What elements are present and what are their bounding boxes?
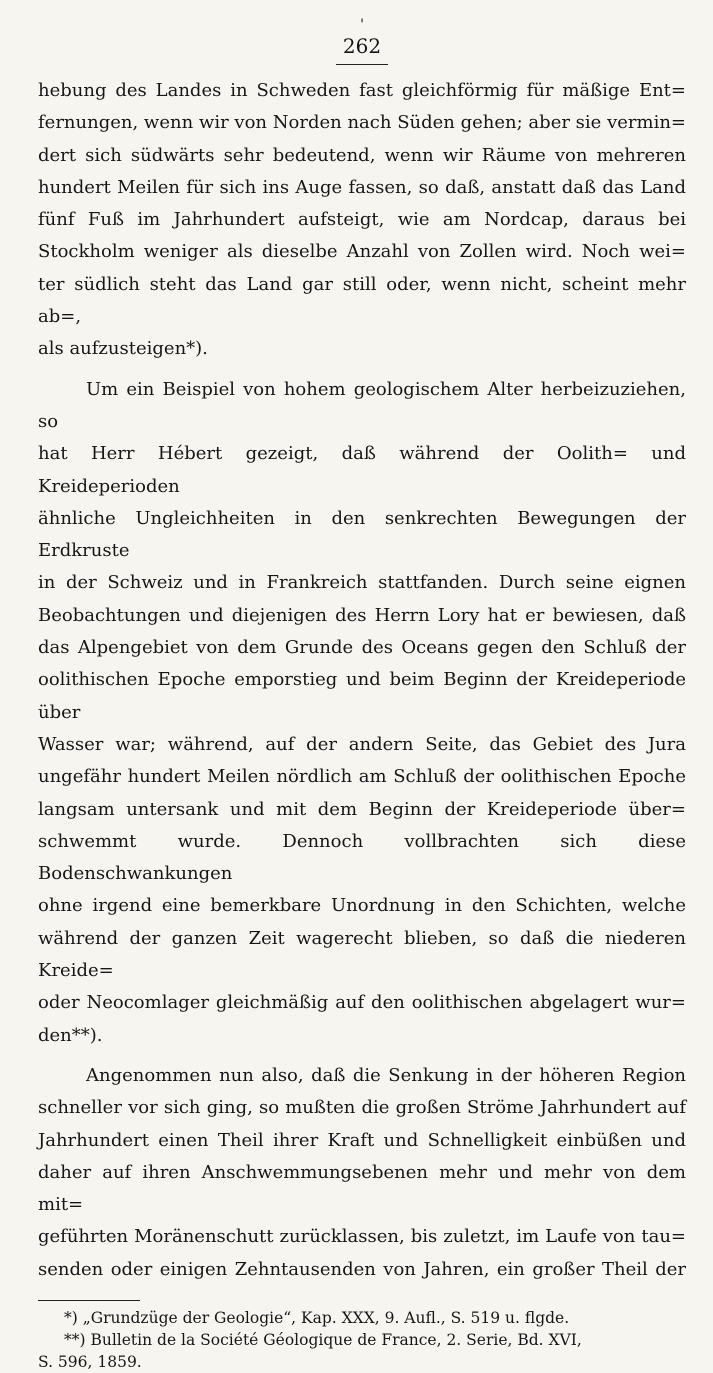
text-line: ter südlich steht das Land gar still oder, wenn nicht, scheint mehr ab=, — [38, 273, 686, 328]
text-line: hat Herr Hébert gezeigt, daß während der Oolith= und Kreideperioden — [38, 443, 686, 497]
text-line: fernungen, wenn wir von Norden nach Süden gehen; aber sie vermin= — [38, 112, 686, 134]
page-number-rule — [336, 64, 388, 65]
text-line: oolithischen Epoche emporstieg und beim Beginn der Kreideperiode über — [38, 669, 686, 723]
text-line: in der Schweiz und in Frankreich stattfanden. Durch seine eignen — [38, 572, 686, 594]
footnote-2-continuation: S. 596, 1859. — [38, 1352, 142, 1371]
text-line-last: den**). — [38, 1024, 103, 1046]
text-line: Beobachtungen und diejenigen des Herrn Lory hat er bewiesen, daß — [38, 604, 686, 626]
text-line: hundert Meilen für sich ins Auge fassen, so daß, anstatt daß das Land — [38, 176, 686, 198]
paragraph-senkung — [38, 1060, 686, 1286]
text-line-first: Angenommen nun also, daß die Senkung in der höheren Region — [86, 1064, 686, 1086]
text-line: fünf Fuß im Jahrhundert aufsteigt, wie am Nordcap, daraus bei — [38, 209, 686, 231]
footnotes — [38, 1307, 686, 1373]
text-line-first: Um ein Beispiel von hohem geologischem Alter herbeizuziehen, so — [38, 378, 686, 432]
paragraph-continuation — [38, 75, 686, 366]
text-line: dert sich südwärts sehr bedeutend, wenn wir Räume von mehreren — [38, 144, 686, 166]
book-page — [38, 17, 686, 1373]
footnote-rule — [38, 1300, 140, 1301]
footnote-1: *) „Grundzüge der Geologie“, Kap. XXX, 9. Aufl., S. 519 u. flgde. — [64, 1308, 570, 1327]
footnote-2: **) Bulletin de la Société Géologique de France, 2. Serie, Bd. XVI, — [64, 1330, 582, 1349]
text-line: Jahrhundert einen Theil ihrer Kraft und Schnelligkeit einbüßen und — [38, 1129, 686, 1151]
printer-mark: ' — [360, 17, 364, 33]
text-line: langsam untersank und mit dem Beginn der Kreideperiode über= — [38, 798, 686, 820]
text-line: Stockholm weniger als dieselbe Anzahl von Zollen wird. Noch wei= — [38, 241, 686, 263]
text-line: schneller vor sich ging, so mußten die großen Ströme Jahrhundert auf — [38, 1097, 686, 1119]
paragraph-hebert — [38, 374, 686, 1052]
text-line: ähnliche Ungleichheiten in den senkrechten Bewegungen der Erdkruste — [38, 507, 686, 562]
text-line: das Alpengebiet von dem Grunde des Oceans gegen den Schluß der — [38, 637, 686, 659]
text-line: daher auf ihren Anschwemmungsebenen mehr und mehr von dem mit= — [38, 1161, 686, 1216]
text-line: schwemmt wurde. Dennoch vollbrachten sich diese Bodenschwankungen — [38, 830, 686, 885]
text-line: Wasser war; während, auf der andern Seite, das Gebiet des Jura — [38, 733, 686, 755]
text-line: ungefähr hundert Meilen nördlich am Schluß der oolithischen Epoche — [38, 766, 686, 788]
text-line-last: als aufzusteigen*). — [38, 338, 208, 360]
page-number: 262 — [342, 34, 382, 58]
text-line: hebung des Landes in Schweden fast gleichförmig für mäßige Ent= — [38, 80, 686, 101]
text-line: oder Neocomlager gleichmäßig auf den oolithischen abgelagert wur= — [38, 992, 686, 1014]
text-line: ohne irgend eine bemerkbare Unordnung in den Schichten, welche — [38, 895, 686, 917]
text-line: geführten Moränenschutt zurücklassen, bis zuletzt, im Laufe von tau= — [38, 1226, 686, 1248]
text-line: während der ganzen Zeit wagerecht blieben, so daß die niederen Kreide= — [38, 927, 686, 982]
text-line: senden oder einigen Zehntausenden von Jahren, ein großer Theil der — [38, 1258, 686, 1280]
